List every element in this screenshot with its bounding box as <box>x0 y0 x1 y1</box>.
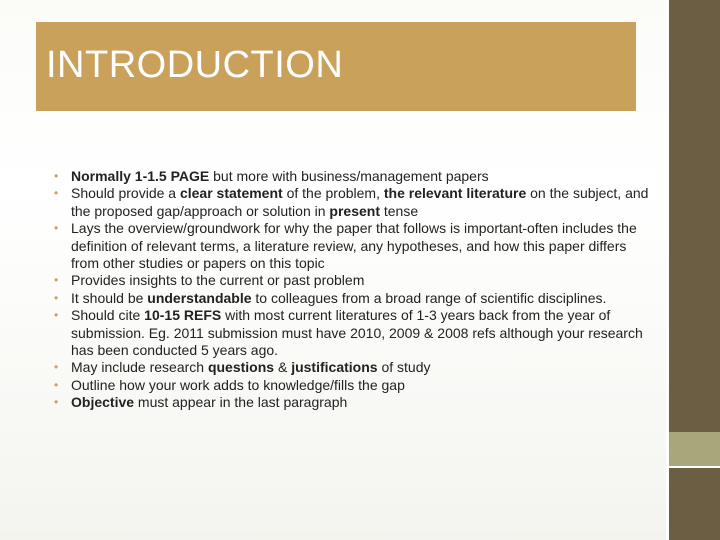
bullet-emphasis: 10-15 REFS <box>144 307 222 324</box>
bullet-item <box>54 220 654 272</box>
bullet-emphasis: Normally 1-1.5 PAGE <box>71 168 210 184</box>
bullet-icon: • <box>54 377 59 392</box>
bullet-emphasis: questions <box>207 359 275 376</box>
side-bar-accent <box>669 432 720 466</box>
bullet-emphasis: justifications <box>291 359 378 376</box>
bullet-icon: • <box>54 308 59 323</box>
bullet-item <box>54 359 654 376</box>
bullet-icon: • <box>54 186 59 201</box>
bullet-text: It should be <box>71 289 148 306</box>
slide-title: INTRODUCTION <box>46 44 344 86</box>
bullet-item <box>54 377 654 394</box>
bullet-text: Outline how your work adds to knowledge/fills the gap <box>71 376 405 393</box>
bullet-text: must appear in the last paragraph <box>134 394 348 411</box>
bullet-text: Should provide a <box>71 185 180 202</box>
bullet-text: but more with business/management papers <box>209 168 489 184</box>
bullet-emphasis: present <box>329 202 380 219</box>
bullet-item <box>54 185 654 220</box>
bullet-icon: • <box>54 273 59 288</box>
bullet-text: Provides insights to the current or past problem <box>71 272 365 289</box>
bullet-icon: • <box>54 169 59 183</box>
bullet-text: on the subject, and the proposed gap/approach or solution in <box>71 185 649 219</box>
bullet-item <box>54 168 654 185</box>
bullet-item <box>54 290 654 307</box>
bullet-text: with most current literatures of 1-3 years back from the year of submission. Eg. 2011 submission must have 2010, 2009 & 2008 refs although your research has been conducted 5 years ago. <box>71 307 643 359</box>
bullet-text: of study <box>377 359 431 376</box>
bullet-icon: • <box>54 395 59 410</box>
bullet-text: & <box>274 359 292 376</box>
bullet-list <box>54 168 654 412</box>
title-band <box>36 22 636 111</box>
bullet-icon: • <box>54 360 59 375</box>
decorative-side-bar <box>666 0 720 540</box>
bullet-item <box>54 307 654 359</box>
bullet-emphasis: the relevant literature <box>383 185 527 202</box>
bullet-text: tense <box>379 202 419 219</box>
side-bar-accent-divider <box>669 466 720 468</box>
bullet-text: of the problem, <box>282 185 384 202</box>
bullet-text: to colleagues from a broad range of scientific disciplines. <box>251 289 607 306</box>
bullet-emphasis: understandable <box>147 289 252 306</box>
bullet-icon: • <box>54 290 59 305</box>
bullet-item <box>54 394 654 411</box>
bullet-icon: • <box>54 221 59 236</box>
bullet-item <box>54 272 654 289</box>
bullet-text: Lays the overview/groundwork for why the paper that follows is important-often includes the definition of relevant terms, a literature review, any hypotheses, and how this paper differs from other studies or papers on this topic <box>71 220 637 272</box>
bullet-emphasis: clear statement <box>179 185 283 202</box>
bullet-text: Should cite <box>71 307 145 324</box>
bullet-text: May include research <box>71 359 208 376</box>
bullet-emphasis: Objective <box>71 394 135 411</box>
